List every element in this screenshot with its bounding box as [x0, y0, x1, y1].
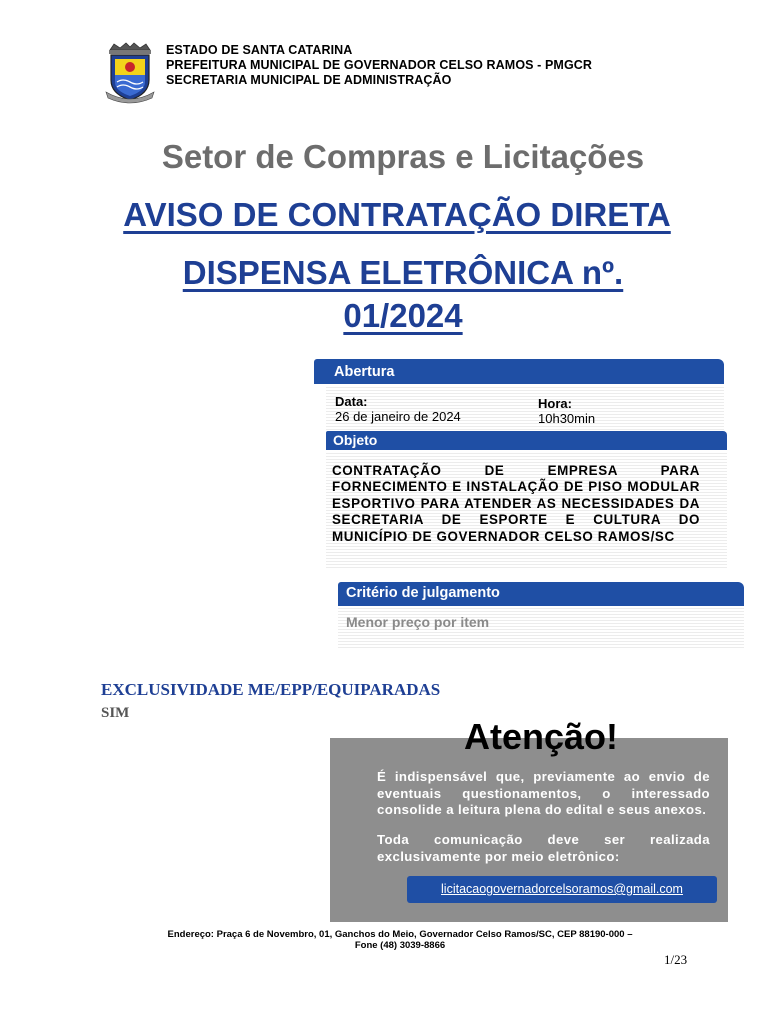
notice-title: AVISO DE CONTRATAÇÃO DIRETA [123, 196, 671, 233]
header-prefeitura: PREFEITURA MUNICIPAL DE GOVERNADOR CELSO RAMOS - PMGCR [166, 58, 593, 72]
page-number: 1/23 [664, 952, 688, 967]
attention-paragraph-1: É indispensável que, previamente ao envio de eventuais questionamentos, o interessado consolide a leitura plena do edital e seus anexos. [377, 769, 710, 818]
exclusividade-label: EXCLUSIVIDADE ME/EPP/EQUIPARADAS [101, 680, 441, 699]
abertura-heading: Abertura [314, 359, 724, 384]
header-state: ESTADO DE SANTA CATARINA [166, 43, 353, 57]
dispensa-title: DISPENSA ELETRÔNICA nº. [182, 254, 624, 291]
sector-title: Setor de Compras e Licitações [161, 138, 645, 175]
footer-address: Endereço: Praça 6 de Novembro, 01, Ganchos do Meio, Governador Celso Ramos/SC, CEP 88190-000 – [167, 929, 633, 940]
abertura-panel [326, 385, 724, 431]
header-secretaria: SECRETARIA MUNICIPAL DE ADMINISTRAÇÃO [166, 73, 452, 87]
attention-title: Atenção! [463, 716, 619, 757]
municipal-crest-icon [104, 42, 156, 104]
exclusividade-value: SIM [101, 705, 130, 721]
time-value: 10h30min [538, 411, 596, 426]
objeto-text: CONTRATAÇÃO DE EMPRESA PARA FORNECIMENTO E INSTALAÇÃO DE PISO MODULAR ESPORTIVO PARA ATENDER AS NECESSIDADES DA SECRETARIA DE ESPORTE E CULTURA DO MUNICÍPIO DE GOVERNADOR CELSO RAMOS/SC [332, 463, 700, 544]
criterio-value: Menor preço por item [346, 614, 490, 630]
criterio-heading: Critério de julgamento [338, 582, 744, 606]
footer-phone: Fone (48) 3039-8866 [354, 940, 446, 951]
objeto-heading: Objeto [326, 431, 727, 450]
attention-paragraph-2: Toda comunicação deve ser realizada exclusivamente por meio eletrônico: [377, 832, 710, 864]
email-link[interactable]: licitacaogovernadorcelsoramos@gmail.com [441, 882, 683, 896]
time-label: Hora: [538, 396, 572, 411]
dispensa-number: 01/2024 [343, 297, 463, 334]
date-value: 26 de janeiro de 2024 [335, 409, 461, 424]
email-box [407, 876, 717, 903]
date-label: Data: [335, 394, 368, 409]
